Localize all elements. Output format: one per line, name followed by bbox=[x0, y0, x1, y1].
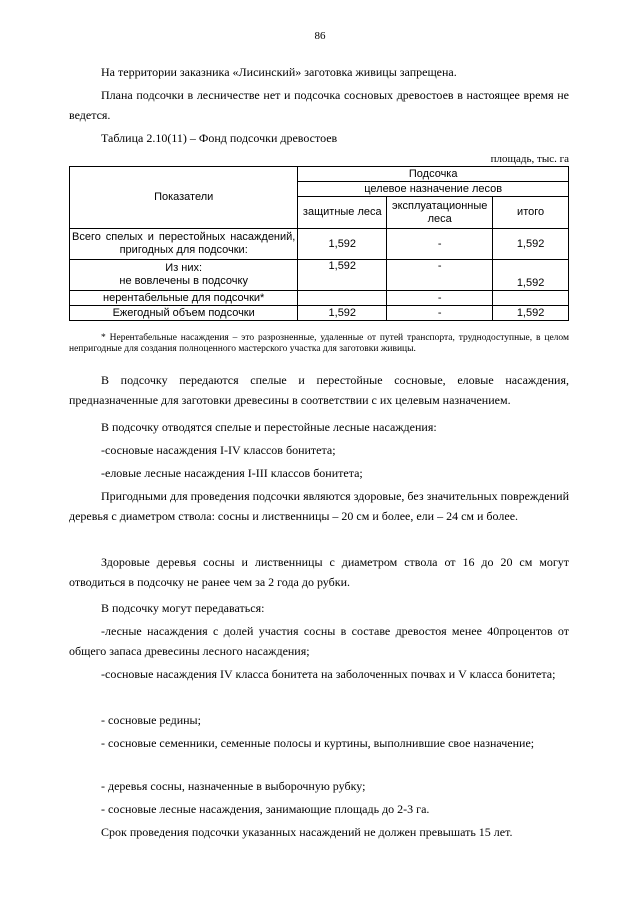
cell-exploitation: - bbox=[387, 229, 493, 260]
cell-protective bbox=[298, 291, 387, 306]
header-group: Подсочка bbox=[298, 167, 569, 182]
paragraph-body: - сосновые лесные насаждения, занимающие площадь до 2-3 га. bbox=[101, 802, 430, 816]
page-number: 86 bbox=[314, 30, 326, 42]
header-indicators: Показатели bbox=[70, 167, 298, 229]
paragraph-body: -сосновые насаждения I-IV классов бонитета; bbox=[101, 443, 336, 457]
cell-protective: 1,592 bbox=[298, 229, 387, 260]
paragraph-body: Здоровые деревья сосны и лиственницы с диаметром ствола от 16 до 20 см могут отводиться в подсочку не ранее чем за 2 года до рубки. bbox=[69, 555, 569, 589]
table-units: площадь, тыс. га bbox=[490, 153, 569, 165]
cell-protective: 1,592 bbox=[298, 306, 387, 321]
cell-total bbox=[493, 291, 569, 306]
paragraph-body: -лесные насаждения с долей участия сосны в составе древостоя менее 40процентов от общего запаса древесины лесного насаждения; bbox=[69, 624, 569, 658]
header-protective: защитные леса bbox=[298, 197, 387, 229]
paragraph-body: -сосновые насаждения IV класса бонитета на заболоченных почвах и V класса бонитета; bbox=[101, 667, 556, 681]
table-row bbox=[70, 306, 569, 321]
cell-protective: 1,592 bbox=[298, 260, 387, 291]
paragraph-body: В подсочку отводятся спелые и перестойные лесные насаждения: bbox=[101, 420, 437, 434]
cell-exploitation: - bbox=[387, 260, 493, 291]
cell-total: 1,592 bbox=[493, 260, 569, 291]
row-label: нерентабельные для подсочки* bbox=[70, 291, 298, 306]
cell-exploitation: - bbox=[387, 291, 493, 306]
paragraph-no-plan: Плана подсочки в лесничестве нет и подсочка сосновых древостоев в настоящее время не ведется. bbox=[69, 88, 569, 122]
paragraph-body: - сосновые семенники, семенные полосы и куртины, выполнившие свое назначение; bbox=[101, 736, 535, 750]
paragraph-body: - деревья сосны, назначенные в выборочную рубку; bbox=[101, 779, 366, 793]
row-label-line: не вовлечены в подсочку bbox=[119, 275, 248, 287]
fund-table bbox=[69, 166, 569, 321]
table-row bbox=[70, 260, 569, 291]
paragraph-body: - сосновые редины; bbox=[101, 713, 201, 727]
footnote: * Нерентабельные насаждения – это разрозненные, удаленные от путей транспорта, труднодоступные, в целом непригодные для создания полноценного мастерского участка для заготовки живицы. bbox=[69, 333, 569, 354]
table-header-row bbox=[70, 167, 569, 182]
paragraph-body: Срок проведения подсочки указанных насаждений не должен превышать 15 лет. bbox=[101, 825, 513, 839]
row-label: Всего спелых и перестойных насаждений, пригодных для подсочки: bbox=[70, 229, 298, 260]
paragraph-zakaznik: На территории заказника «Лисинский» заготовка живицы запрещена. bbox=[101, 65, 457, 79]
cell-total: 1,592 bbox=[493, 306, 569, 321]
cell-exploitation: - bbox=[387, 306, 493, 321]
table-row bbox=[70, 229, 569, 260]
header-subgroup: целевое назначение лесов bbox=[298, 182, 569, 197]
row-label: Ежегодный объем подсочки bbox=[70, 306, 298, 321]
paragraph-body: -еловые лесные насаждения I-III классов бонитета; bbox=[101, 466, 363, 480]
row-label-line: Из них: bbox=[165, 262, 203, 274]
header-total: итого bbox=[493, 197, 569, 229]
table-caption: Таблица 2.10(11) – Фонд подсочки древостоев bbox=[101, 131, 338, 145]
table-row bbox=[70, 291, 569, 306]
paragraph-body: В подсочку передаются спелые и перестойные сосновые, еловые насаждения, предназначенные для заготовки древесины в соответствии с их целевым назначением. bbox=[69, 373, 569, 407]
row-label bbox=[70, 260, 298, 291]
header-exploitation: эксплуатационные леса bbox=[387, 197, 493, 229]
cell-total: 1,592 bbox=[493, 229, 569, 260]
paragraph-body: Пригодными для проведения подсочки являются здоровые, без значительных повреждений деревья с диаметром ствола: сосны и лиственницы – 20 см и более, ели – 24 см и более. bbox=[69, 489, 569, 523]
paragraph-body: В подсочку могут передаваться: bbox=[101, 601, 265, 615]
